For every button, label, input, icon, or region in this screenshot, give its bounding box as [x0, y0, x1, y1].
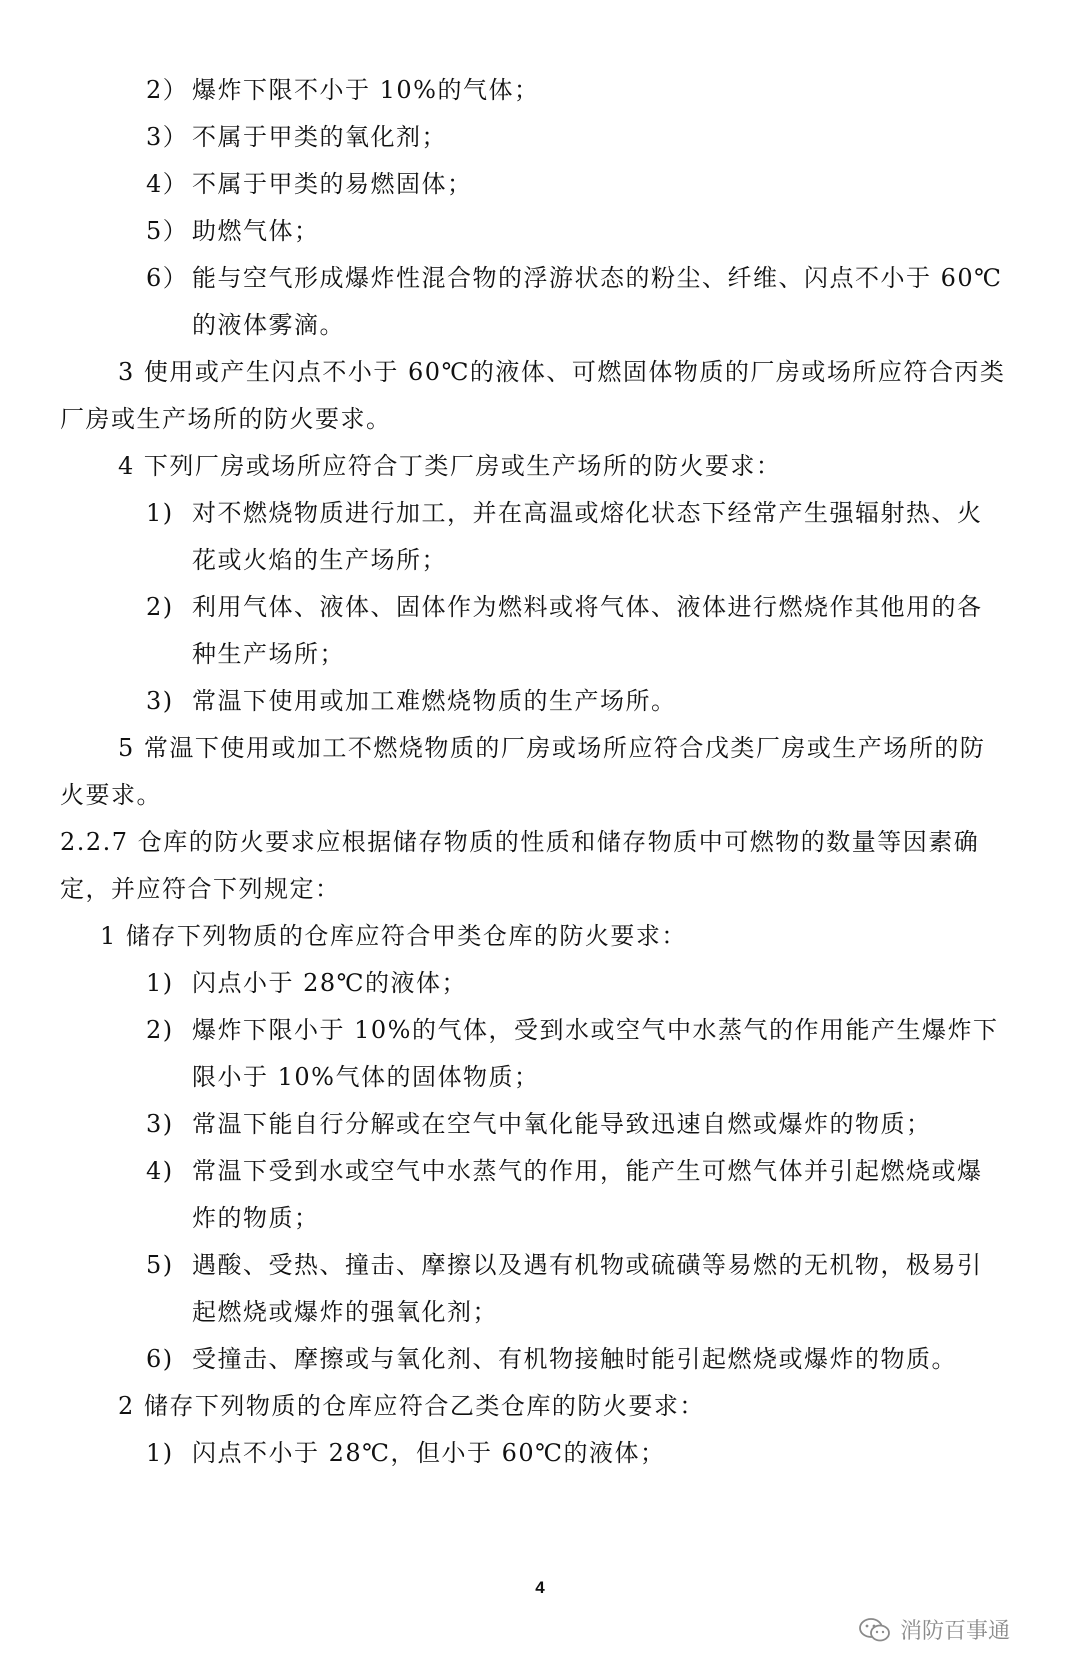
list-item: 2） 爆炸下限不小于 10%的气体； [146, 76, 540, 104]
list-item-continuation: 限小于 10%气体的固体物质； [192, 1063, 540, 1091]
paragraph-line: 火要求。 [60, 781, 162, 809]
paragraph-line: 4 下列厂房或场所应符合丁类厂房或生产场所的防火要求： [118, 452, 782, 480]
list-item: 6) 受撞击、摩擦或与氧化剂、有机物接触时能引起燃烧或爆炸的物质。 [146, 1345, 957, 1373]
list-item-continuation: 起燃烧或爆炸的强氧化剂； [192, 1298, 498, 1326]
watermark-text: 消防百事通 [899, 1619, 1010, 1644]
paragraph-line: 定，并应符合下列规定： [60, 875, 341, 903]
list-item: 6） 能与空气形成爆炸性混合物的浮游状态的粉尘、纤维、闪点不小于 60℃ [146, 264, 1003, 292]
page-number: 4 [535, 1578, 545, 1597]
list-item: 2) 利用气体、液体、固体作为燃料或将气体、液体进行燃烧作其他用的各 [146, 593, 983, 621]
list-item: 2) 爆炸下限小于 10%的气体，受到水或空气中水蒸气的作用能产生爆炸下 [146, 1016, 999, 1044]
paragraph-line: 3 使用或产生闪点不小于 60℃的液体、可燃固体物质的厂房或场所应符合丙类 [118, 358, 1006, 386]
list-item-continuation: 炸的物质； [192, 1204, 320, 1232]
list-item-continuation: 的液体雾滴。 [192, 311, 345, 339]
paragraph-line: 厂房或生产场所的防火要求。 [60, 405, 392, 433]
paragraph-line: 2 储存下列物质的仓库应符合乙类仓库的防火要求： [118, 1392, 705, 1420]
watermark [858, 1614, 1010, 1645]
list-item: 5) 遇酸、受热、撞击、摩擦以及遇有机物或硫磺等易燃的无机物，极易引 [146, 1251, 983, 1279]
list-item: 1) 闪点小于 28℃的液体； [146, 969, 468, 997]
list-item: 3) 常温下使用或加工难燃烧物质的生产场所。 [146, 687, 677, 715]
list-item: 1) 对不燃烧物质进行加工，并在高温或熔化状态下经常产生强辐射热、火 [146, 499, 983, 527]
section-heading: 2.2.7 仓库的防火要求应根据储存物质的性质和储存物质中可燃物的数量等因素确 [60, 828, 980, 856]
list-item-continuation: 种生产场所； [192, 640, 345, 668]
list-item: 3） 不属于甲类的氧化剂； [146, 123, 447, 151]
list-item: 4) 常温下受到水或空气中水蒸气的作用，能产生可燃气体并引起燃烧或爆 [146, 1157, 983, 1185]
list-item: 4） 不属于甲类的易燃固体； [146, 170, 473, 198]
list-item: 5） 助燃气体； [146, 217, 320, 245]
list-item: 1) 闪点不小于 28℃，但小于 60℃的液体； [146, 1439, 666, 1467]
list-item: 3) 常温下能自行分解或在空气中氧化能导致迅速自燃或爆炸的物质； [146, 1110, 932, 1138]
paragraph-line: 5 常温下使用或加工不燃烧物质的厂房或场所应符合戊类厂房或生产场所的防 [118, 734, 986, 762]
list-item-continuation: 花或火焰的生产场所； [192, 546, 447, 574]
wechat-icon [858, 1617, 892, 1643]
paragraph-line: 1 储存下列物质的仓库应符合甲类仓库的防火要求： [100, 922, 687, 950]
